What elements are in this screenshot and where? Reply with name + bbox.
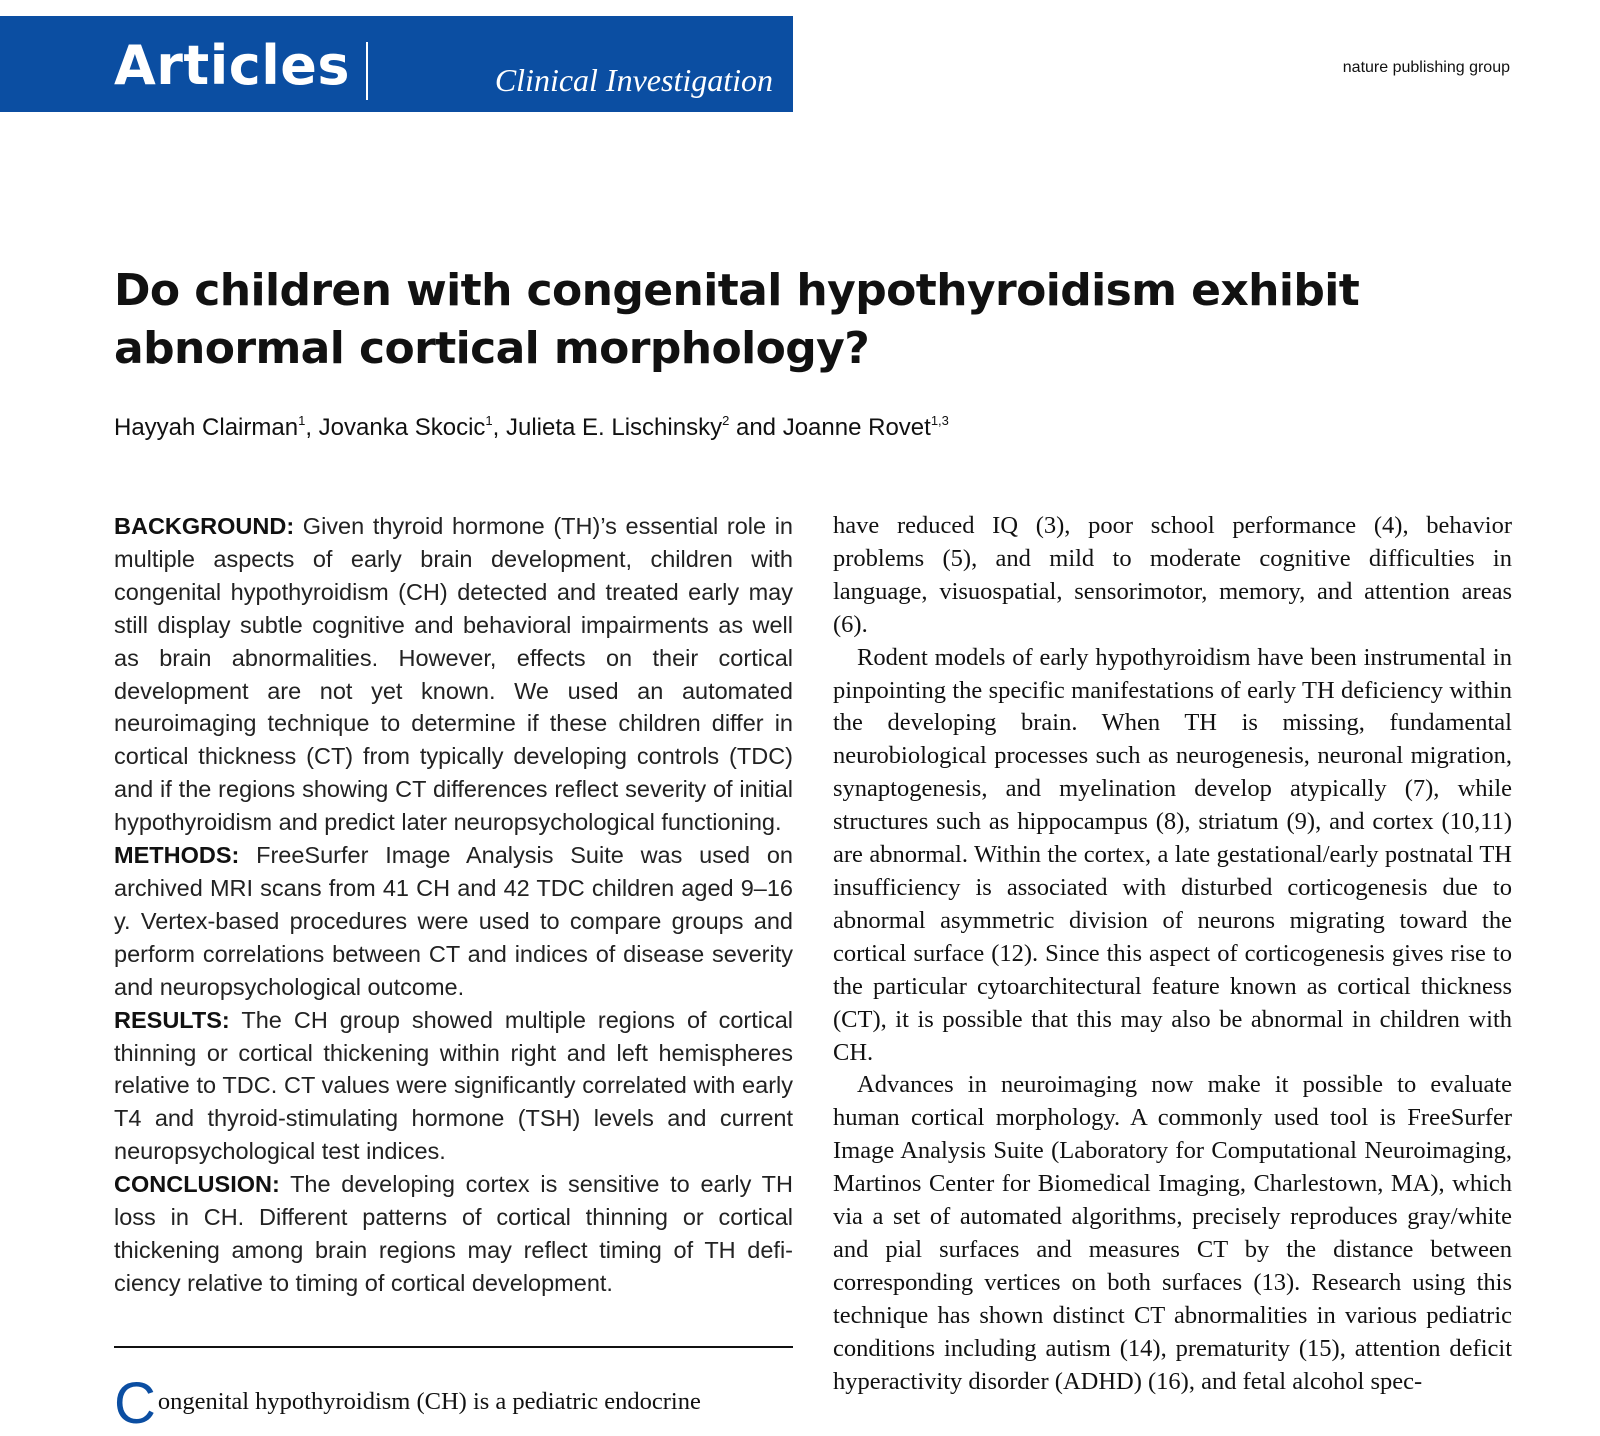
methods-text: FreeSurfer Image Analysis Suite was used on archived MRI scans from 41 CH and 42 TDC children aged 9–16 y. Vertex-based procedures were used to compare groups and perform correlations between CT and indices of disease severity and neuropsychological outcome.	[114, 842, 794, 1000]
intro-paragraph	[114, 1371, 793, 1436]
author-affiliation: 1	[485, 413, 493, 428]
journal-banner	[0, 16, 793, 112]
article-title: Do children with congenital hypothyroidism exhibit abnormal cortical morphology?	[114, 265, 1360, 374]
methods-label: METHODS:	[114, 842, 240, 869]
abstract-methods	[114, 839, 793, 1004]
publisher-name: nature publishing group	[1342, 59, 1510, 76]
author-name: Joanne Rovet	[782, 414, 931, 441]
intro-text: ongenital hypothyroidism (CH) is a pediatric endocrine	[157, 1388, 701, 1415]
body-paragraph-3: Advances in neuroimaging now make it possible to evaluate human cortical morphology. A commonly used tool is FreeSurfer Image Analysis Suite (Laboratory for Computational Neuroimaging, Martinos Center for Biomedical Imaging, Charlestown, MA), which via a set of automated algorithms, precisely reproduces gray/white and pial surfaces and measures CT by the distance between corresponding vertices on both surfaces (13). Research using this technique has shown distinct CT abnormalities in various pediatric conditions including autism (14), prematurity (15), attention deficit hyperactivity disorder (ADHD) (16), and fetal alcohol spec-	[833, 1071, 1512, 1395]
background-text: Given thyroid hormone (TH)’s essential role in multiple aspects of early brain development, children with congenital hypothyroidism (CH) detected and treated early may still display subtle cognitive and behavioral impairments as well as brain abnormalities. However, effects on their cortical development are not yet known. We used an automated neuroimaging technique to determine if these children differ in cortical thickness (CT) from typically developing controls (TDC) and if the regions showing CT differences reflect severity of initial hypothyroidism and predict later neuropsychological functioning.	[114, 513, 793, 836]
author-affiliation: 2	[722, 413, 730, 428]
abstract-results	[114, 1004, 793, 1169]
body-paragraph-1: have reduced IQ (3), poor school performance (4), behavior problems (5), and mild to moderate cognitive difficulties in language, visuospatial, sensorimotor, memory, and attention areas (6).	[833, 512, 1512, 638]
author-separator: ,	[305, 414, 319, 441]
author-name: Hayyah Clairman	[114, 414, 299, 441]
conclusion-label: CONCLUSION:	[114, 1171, 280, 1198]
author-list	[114, 412, 949, 444]
author-affiliation: 1	[298, 413, 306, 428]
body-column-right	[833, 510, 1512, 1398]
section-title: Articles	[114, 34, 351, 97]
body-paragraph-2: Rodent models of early hypothyroidism have been instrumental in pinpointing the specific manifestations of early TH deficiency within the developing brain. When TH is missing, fundamental neurobiological processes such as neurogenesis, neuronal migration, synaptogenesis, and myelination develop atypically (7), while structures such as hippocampus (8), striatum (9), and cortex (10,11) are abnormal. Within the cortex, a late gestational/early postnatal TH insufficiency is associated with disturbed corticogenesis due to abnormal asymmetric division of neurons migrating toward the cortical surface (12). Since this aspect of corticogenesis gives rise to the particular cytoarchitectural feature known as cortical thickness (CT), it is possible that this may also be abnormal in children with CH.	[833, 643, 1512, 1066]
author-separator: ,	[492, 414, 506, 441]
subsection-title: Clinical Investigation	[494, 62, 773, 98]
abstract-conclusion	[114, 1168, 793, 1300]
author-separator: and	[729, 414, 783, 441]
results-label: RESULTS:	[114, 1006, 230, 1033]
author-name: Julieta E. Lischinsky	[505, 414, 723, 441]
conclusion-text: The developing cortex is sensitive to early TH loss in CH. Different patterns of cortical thinning or cortical thickening among brain regions may reflect timing of TH deficiency relative to timing of cortical development.	[114, 1171, 793, 1296]
abstract-background	[114, 510, 793, 839]
author-affiliation: 1,3	[930, 413, 949, 428]
background-label: BACKGROUND:	[114, 513, 295, 539]
drop-cap: C	[114, 1371, 156, 1436]
abstract-divider	[114, 1346, 793, 1348]
results-text: The CH group showed multiple regions of cortical thinning or cortical thickening within right and left hemispheres relative to TDC. CT values were significantly correlated with early T4 and thyroid-stimulating hormone (TSH) levels and current neuropsychological test indices.	[114, 1006, 794, 1165]
banner-divider	[366, 42, 368, 100]
abstract	[114, 510, 793, 1300]
author-name: Jovanka Skocic	[318, 414, 486, 441]
